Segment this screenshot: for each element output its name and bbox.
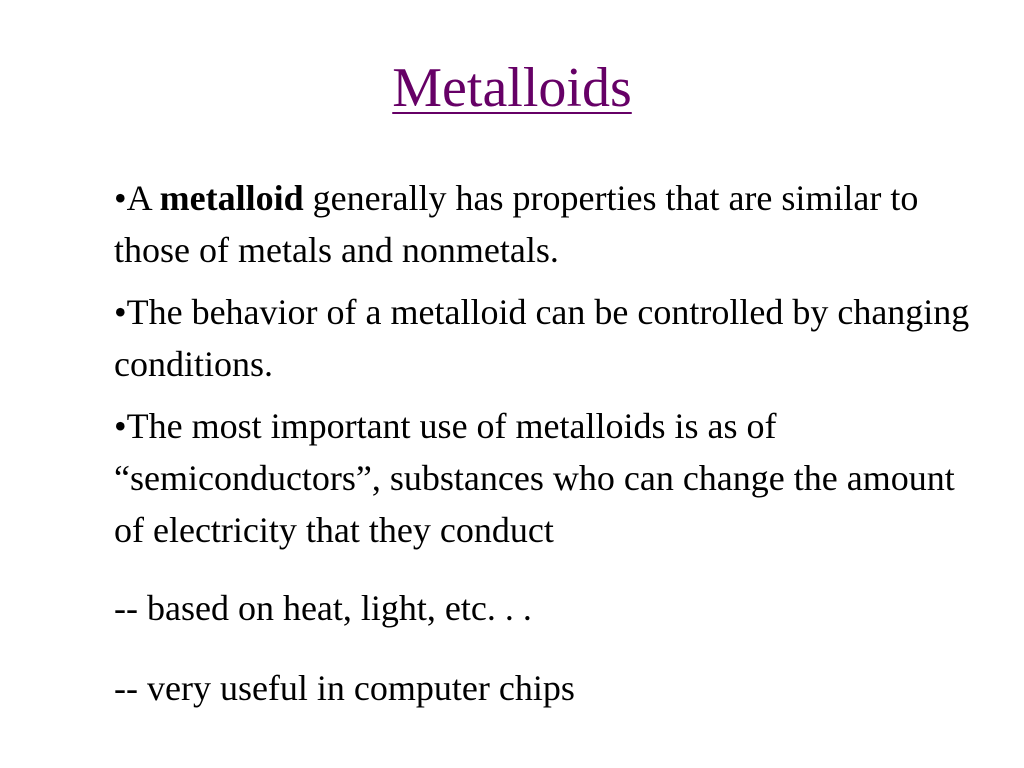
subpoint-1: -- based on heat, light, etc. . . (114, 588, 532, 628)
subpoint-2: -- very useful in computer chips (114, 668, 575, 708)
slide-body (114, 172, 974, 742)
bullet-1-prefix: •A (114, 178, 160, 218)
bullet-1 (114, 172, 974, 276)
slide-title: Metalloids (392, 57, 632, 119)
bullet-2: •The behavior of a metalloid can be controlled by changing conditions. (114, 292, 970, 384)
bullet-1-bold-term: metalloid (159, 178, 304, 218)
bullet-1-rest: generally has properties that are similar to those of metals and nonmetals. (114, 178, 919, 270)
bullet-3: •The most important use of metalloids is as of “semiconductors”, substances who can change the amount of electricity that they conduct (114, 406, 955, 550)
